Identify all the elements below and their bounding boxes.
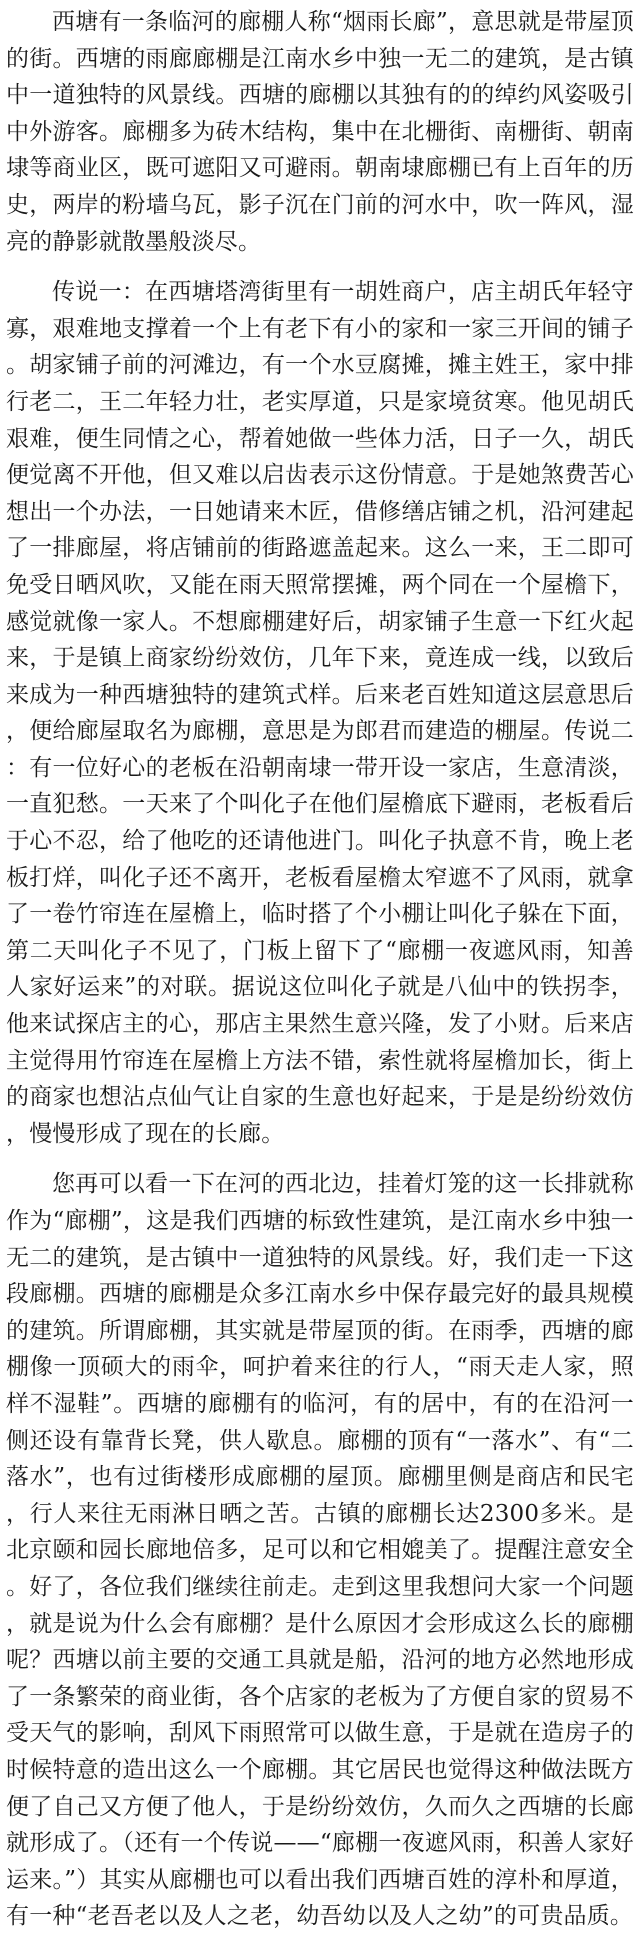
paragraph-intro: 西塘有一条临河的廊棚人称“烟雨长廊”，意思就是带屋顶的街。西塘的雨廊廊棚是江南水乡中独一无二的建筑，是古镇中一道独特的风景线。西塘的廊棚以其独有的的绰约风姿吸引中外游客。廊棚多为砖木结构，集中在北栅街、南栅街、朝南埭等商业区，既可遮阳又可避雨。朝南埭廊棚已有上百年的历史，两岸的粉墙乌瓦，影子沉在门前的河水中，吹一阵风，湿亮的静影就散墨般淡尽。 xyxy=(6,9,634,255)
paragraph-legends: 传说一：在西塘塔湾街里有一胡姓商户，店主胡氏年轻守寡，艰难地支撑着一个上有老下有小的家和一家三开间的铺子。胡家铺子前的河滩边，有一个水豆腐摊，摊主姓王，家中排行老二，王二年轻力壮，老实厚道，只是家境贫寒。他见胡氏艰难，便生同情之心，帮着她做一些体力活，日子一久，胡氏便觉离不开他，但又难以启齿表示这份情意。于是她煞费苦心想出一个办法，一日她请来木匠，借修缮店铺之机，沿河建起了一排廊屋，将店铺前的街路遮盖起来。这么一来，王二即可免受日晒风吹，又能在雨天照常摆摊，两个同在一个屋檐下，感觉就像一家人。不想廊棚建好后，胡家铺子生意一下红火起来，于是镇上商家纷纷效仿，几年下来，竟连成一线，以致后来成为一种西塘独特的建筑式样。后来老百姓知道这层意思后，便给廊屋取名为廊棚，意思是为郎君而建造的棚屋。传说二：有一位好心的老板在沿朝南埭一带开设一家店，生意清淡，一直犯愁。一天来了个叫化子在他们屋檐底下避雨，老板看后于心不忍，给了他吃的还请他进门。叫化子执意不肯，晚上老板打烊，叫化子还不离开，老板看屋檐太窄遮不了风雨，就拿了一卷竹帘连在屋檐上，临时搭了个小棚让叫化子躲在下面，第二天叫化子不见了，门板上留下了“廊棚一夜遮风雨，知善人家好运来”的对联。据说这位叫化子就是八仙中的铁拐李，他来试探店主的心，那店主果然生意兴隆，发了小财。后来店主觉得用竹帘连在屋檐上方法不错，索性就将屋檐加长，街上的商家也想沾点仙气让自家的生意也好起来，于是是纷纷效仿，慢慢形成了现在的长廊。 xyxy=(6,279,634,1147)
paragraph-tour-guide: 您再可以看一下在河的西北边，挂着灯笼的这一长排就称作为“廊棚”，这是我们西塘的标致性建筑，是江南水乡中独一无二的建筑，是古镇中一道独特的风景线。好，我们走一下这段廊棚。西塘的廊棚是众多江南水乡中保存最完好的最具规模的建筑。所谓廊棚，其实就是带屋顶的街。在雨季，西塘的廊棚像一顶硕大的雨伞，呵护着来往的行人，“雨天走人家，照样不湿鞋”。西塘的廊棚有的临河，有的居中，有的在沿河一侧还设有靠背长凳，供人歇息。廊棚的顶有“一落水”、有“二落水”，也有过街楼形成廊棚的屋顶。廊棚里侧是商店和民宅，行人来往无雨淋日晒之苦。古镇的廊棚长达2300多米。是北京颐和园长廊地倍多，足可以和它相媲美了。提醒注意安全。好了，各位我们继续往前走。走到这里我想问大家一个问题，就是说为什么会有廊棚？是什么原因才会形成这么长的廊棚呢？西塘以前主要的交通工具就是船，沿河的地方必然地形成了一条繁荣的商业街，各个店家的老板为了方便自家的贸易不受天气的影响，刮风下雨照常可以做生意，于是就在造房子的时候特意的造出这么一个廊棚。其它居民也觉得这种做法既方便了自己又方便了他人，于是纷纷效仿，久而久之西塘的长廊就形成了。（还有一个传说——“廊棚一夜遮风雨，积善人家好运来。”）其实从廊棚也可以看出我们西塘百姓的淳朴和厚道，有一种“老吾老以及人之老，幼吾幼以及人之幼”的可贵品质。 xyxy=(6,1171,634,1930)
